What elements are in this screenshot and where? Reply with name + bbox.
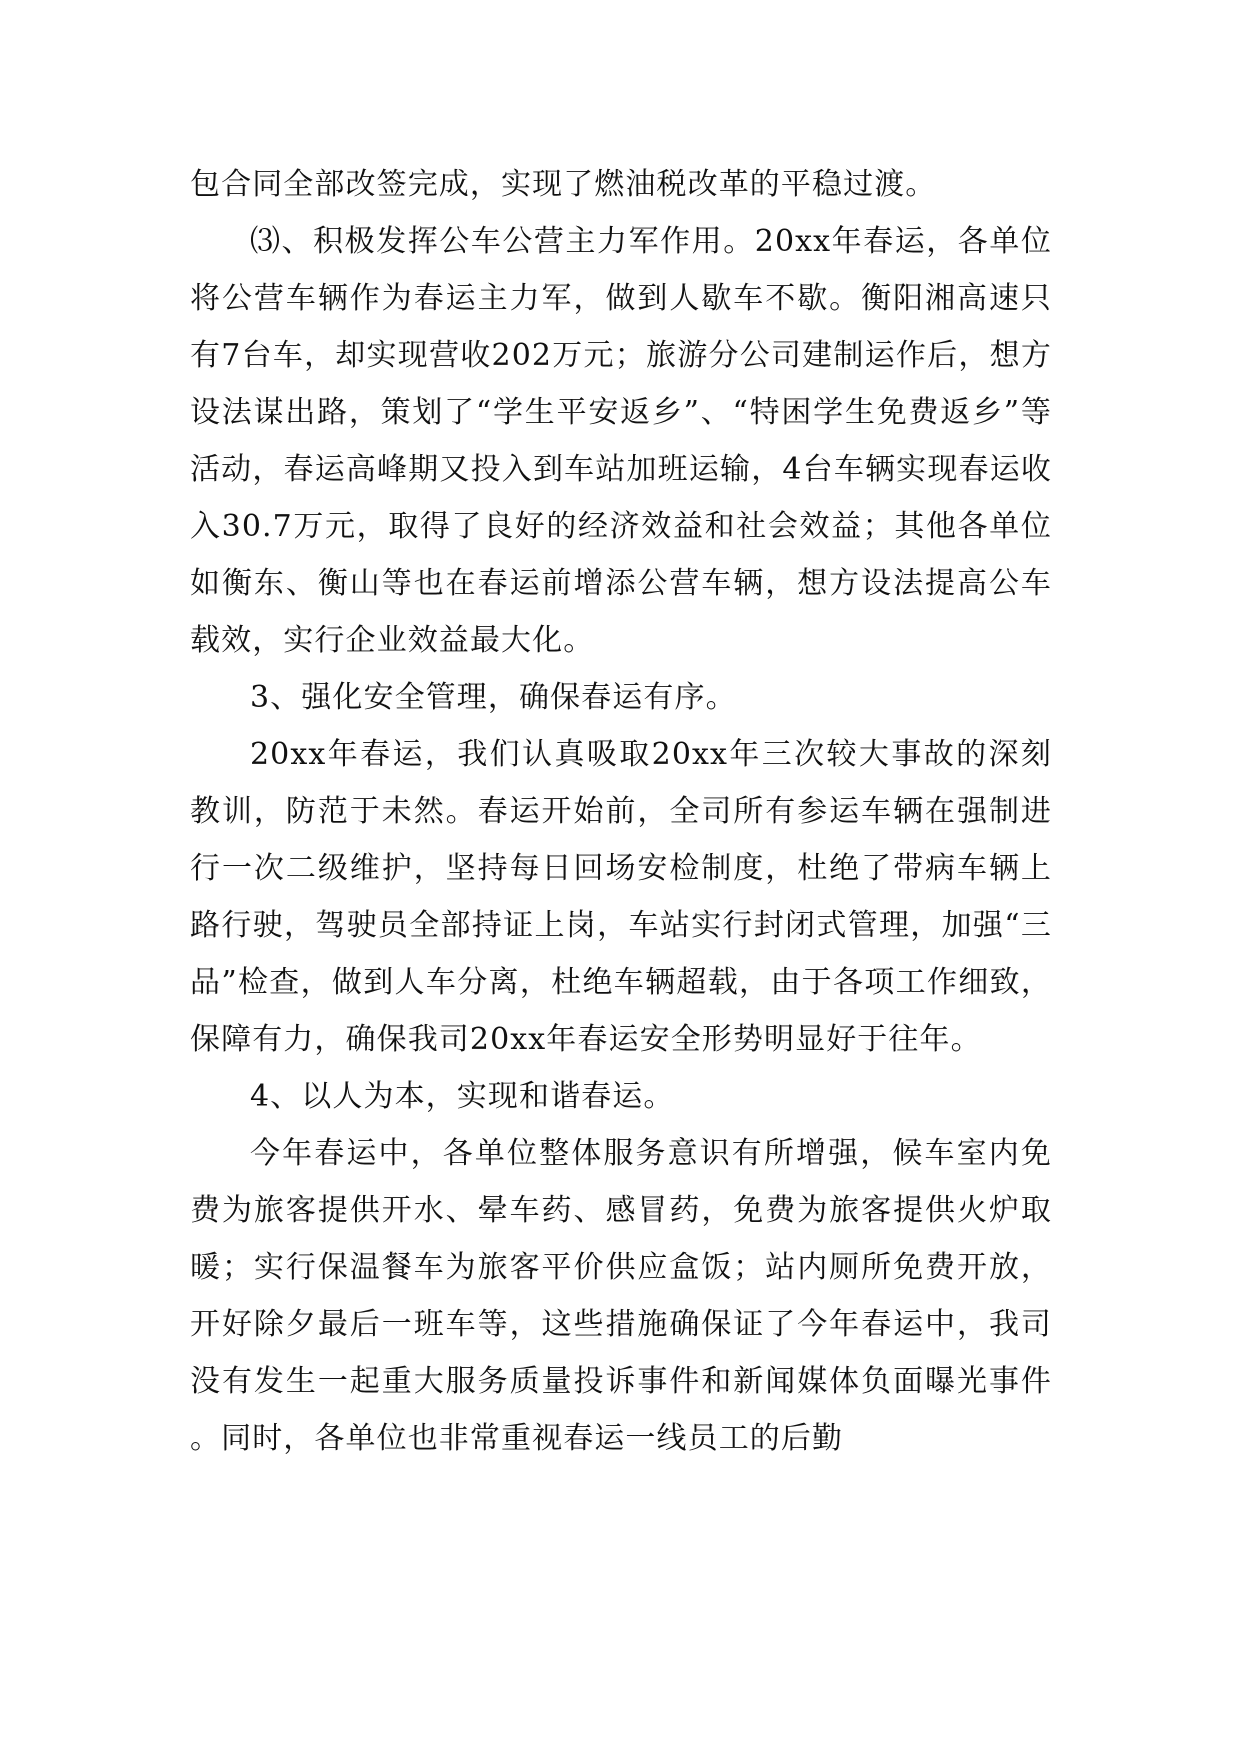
- document-body: [190, 156, 1052, 1467]
- paragraph-service-measures: 今年春运中，各单位整体服务意识有所增强，候车室内免费为旅客提供开水、晕车药、感冒药，免费为旅客提供火炉取暖；实行保温餐车为旅客平价供应盒饭；站内厕所免费开放，开好除夕最后一班车等，这些措施确保证了今年春运中，我司没有发生一起重大服务质量投诉事件和新闻媒体负面曝光事件。同时，各单位也非常重视春运一线员工的后勤: [190, 1136, 1052, 1456]
- paragraph-public-vehicles: ⑶、积极发挥公车公营主力军作用。20xx年春运，各单位将公营车辆作为春运主力军，做到人歇车不歇。衡阳湘高速只有7台车，却实现营收202万元；旅游分公司建制运作后，想方设法谋出路，策划了“学生平安返乡”、“特困学生免费返乡”等活动，春运高峰期又投入到车站加班运输，4台车辆实现春运收入30.7万元，取得了良好的经济效益和社会效益；其他各单位如衡东、衡山等也在春运前增添公营车辆，想方设法提高公车载效，实行企业效益最大化。: [190, 224, 1052, 658]
- section-heading-people-oriented: 4、以人为本，实现和谐春运。: [250, 1079, 675, 1114]
- paragraph-contract-completion: 包合同全部改签完成，实现了燃油税改革的平稳过渡。: [190, 167, 937, 202]
- section-heading-safety: 3、强化安全管理，确保春运有序。: [250, 680, 737, 715]
- paragraph-safety-management: 20xx年春运，我们认真吸取20xx年三次较大事故的深刻教训，防范于未然。春运开始前，全司所有参运车辆在强制进行一次二级维护，坚持每日回场安检制度，杜绝了带病车辆上路行驶，驾驶员全部持证上岗，车站实行封闭式管理，加强“三品”检查，做到人车分离，杜绝车辆超载，由于各项工作细致，保障有力，确保我司20xx年春运安全形势明显好于往年。: [190, 737, 1052, 1057]
